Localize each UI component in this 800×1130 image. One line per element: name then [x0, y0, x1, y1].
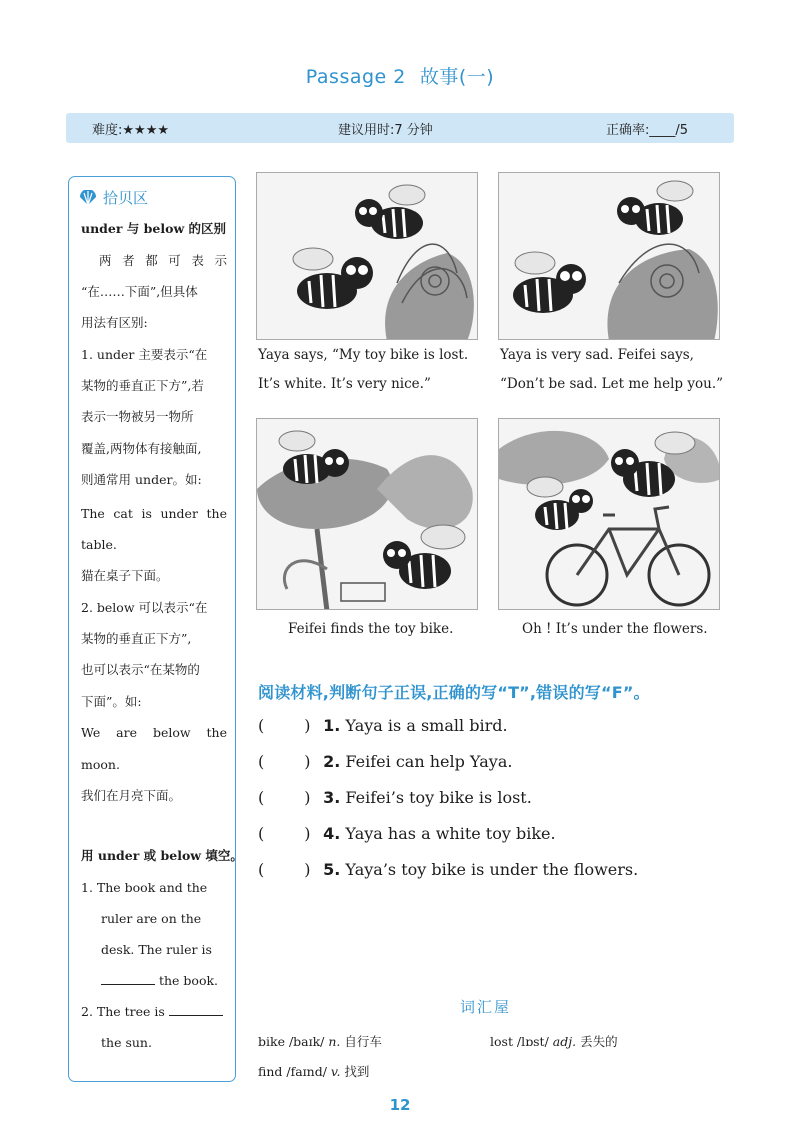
- answer-box[interactable]: ( ): [258, 824, 311, 843]
- sidebar-line: 下面”。如:: [81, 694, 142, 709]
- question-item: [258, 824, 556, 843]
- sidebar-line: 猫在桌子下面。: [81, 568, 169, 583]
- sidebar-line: 覆盖,两物体有接触面,: [81, 441, 202, 456]
- question-number: 2.: [323, 752, 341, 771]
- story-caption: It’s white. It’s very nice.”: [258, 376, 431, 392]
- answer-blank[interactable]: [101, 973, 155, 985]
- info-bar: [66, 113, 734, 143]
- exercise-title: 用 under 或 below 填空。: [81, 848, 243, 863]
- accuracy-rate: 正确率:____/5: [606, 122, 689, 138]
- exercise-line: the sun.: [101, 1035, 152, 1050]
- suggested-time: 建议用时:7 分钟: [338, 122, 433, 138]
- question-text: Feifei can help Yaya.: [345, 752, 513, 771]
- sidebar-line: 我们在月亮下面。: [81, 788, 182, 803]
- question-text: Feifei’s toy bike is lost.: [345, 788, 532, 807]
- bee-flower-illustration: [257, 173, 478, 340]
- sidebar-line: 则通常用 under。如:: [81, 472, 202, 487]
- story-picture-4: [498, 418, 720, 610]
- sidebar-line: 用法有区别:: [81, 315, 148, 330]
- passage-title: 故事(一): [419, 66, 495, 88]
- vocab-item: find /faɪnd/ v. 找到: [258, 1064, 370, 1079]
- exercise-instruction: 阅读材料,判断句子正误,正确的写“T”,错误的写“F”。: [258, 683, 650, 702]
- story-caption: Yaya says, “My toy bike is lost.: [258, 347, 469, 363]
- sidebar-line: 两 者 都 可 表 示: [99, 253, 227, 268]
- question-number: 1.: [323, 716, 341, 735]
- vocab-item: bike /baɪk/ n. 自行车: [258, 1034, 382, 1049]
- vocab-title: 词汇屋: [460, 998, 512, 1016]
- question-text: Yaya’s toy bike is under the flowers.: [345, 860, 639, 879]
- answer-blank[interactable]: [169, 1004, 223, 1016]
- exercise-line-blank: [101, 973, 247, 989]
- exercise-line: ruler are on the: [101, 911, 202, 926]
- question-item: [258, 752, 512, 771]
- bee-flower-illustration: [257, 419, 478, 610]
- question-text: Yaya has a white toy bike.: [345, 824, 556, 843]
- question-item: [258, 716, 508, 735]
- sidebar-line: 某物的垂直正下方”,: [81, 631, 192, 646]
- story-picture-3: [256, 418, 478, 610]
- story-caption: Yaya is very sad. Feifei says,: [500, 347, 694, 363]
- answer-box[interactable]: ( ): [258, 716, 311, 735]
- answer-box[interactable]: ( ): [258, 860, 311, 879]
- sidebar-line: table.: [81, 537, 117, 552]
- story-picture-2: [498, 172, 720, 340]
- question-text: Yaya is a small bird.: [345, 716, 508, 735]
- story-caption: Feifei finds the toy bike.: [288, 621, 454, 637]
- question-number: 4.: [323, 824, 341, 843]
- answer-box[interactable]: ( ): [258, 788, 311, 807]
- bee-flower-illustration: [499, 173, 720, 340]
- question-item: [258, 788, 532, 807]
- exercise-line-blank: [81, 1004, 227, 1020]
- exercise-line-text: 2. The tree is: [81, 1004, 165, 1019]
- sidebar-line: “在……下面”,但具体: [81, 284, 198, 299]
- difficulty: [92, 119, 169, 138]
- passage-label: Passage 2: [305, 66, 406, 88]
- sidebar-line: 1. under 主要表示“在: [81, 347, 208, 362]
- page-title: [0, 62, 800, 89]
- tips-sidebar: [68, 176, 243, 1082]
- vocab-item: lost /lɒst/ adj. 丢失的: [490, 1034, 618, 1049]
- answer-box[interactable]: ( ): [258, 752, 311, 771]
- exercise-line-text: the book.: [158, 973, 219, 988]
- exercise-line: desk. The ruler is: [101, 942, 212, 957]
- sidebar-line: moon.: [81, 757, 120, 772]
- sidebar-heading-text: 拾贝区: [103, 189, 149, 207]
- question-number: 3.: [323, 788, 341, 807]
- sidebar-line: 2. below 可以表示“在: [81, 600, 208, 615]
- sidebar-line: 表示一物被另一物所: [81, 409, 194, 424]
- difficulty-label: 难度:: [92, 122, 123, 138]
- sidebar-subtitle: under 与 below 的区别: [81, 221, 227, 236]
- star-icons: ★★★★: [122, 122, 170, 138]
- exercise-line: 1. The book and the: [81, 880, 208, 895]
- sidebar-line: 某物的垂直正下方”,若: [81, 378, 204, 393]
- sidebar-line: We are below the: [81, 725, 227, 740]
- page-number: 12: [389, 1096, 411, 1114]
- sidebar-line: The cat is under the: [81, 506, 227, 521]
- question-item: [258, 860, 638, 879]
- sidebar-line: 也可以表示“在某物的: [81, 662, 200, 677]
- bee-bike-illustration: [499, 419, 720, 610]
- story-picture-1: [256, 172, 478, 340]
- story-caption: “Don’t be sad. Let me help you.”: [500, 376, 724, 392]
- question-number: 5.: [323, 860, 341, 879]
- sidebar-heading: [79, 187, 148, 208]
- story-caption: Oh ! It’s under the flowers.: [522, 621, 708, 637]
- shell-icon: [79, 190, 97, 206]
